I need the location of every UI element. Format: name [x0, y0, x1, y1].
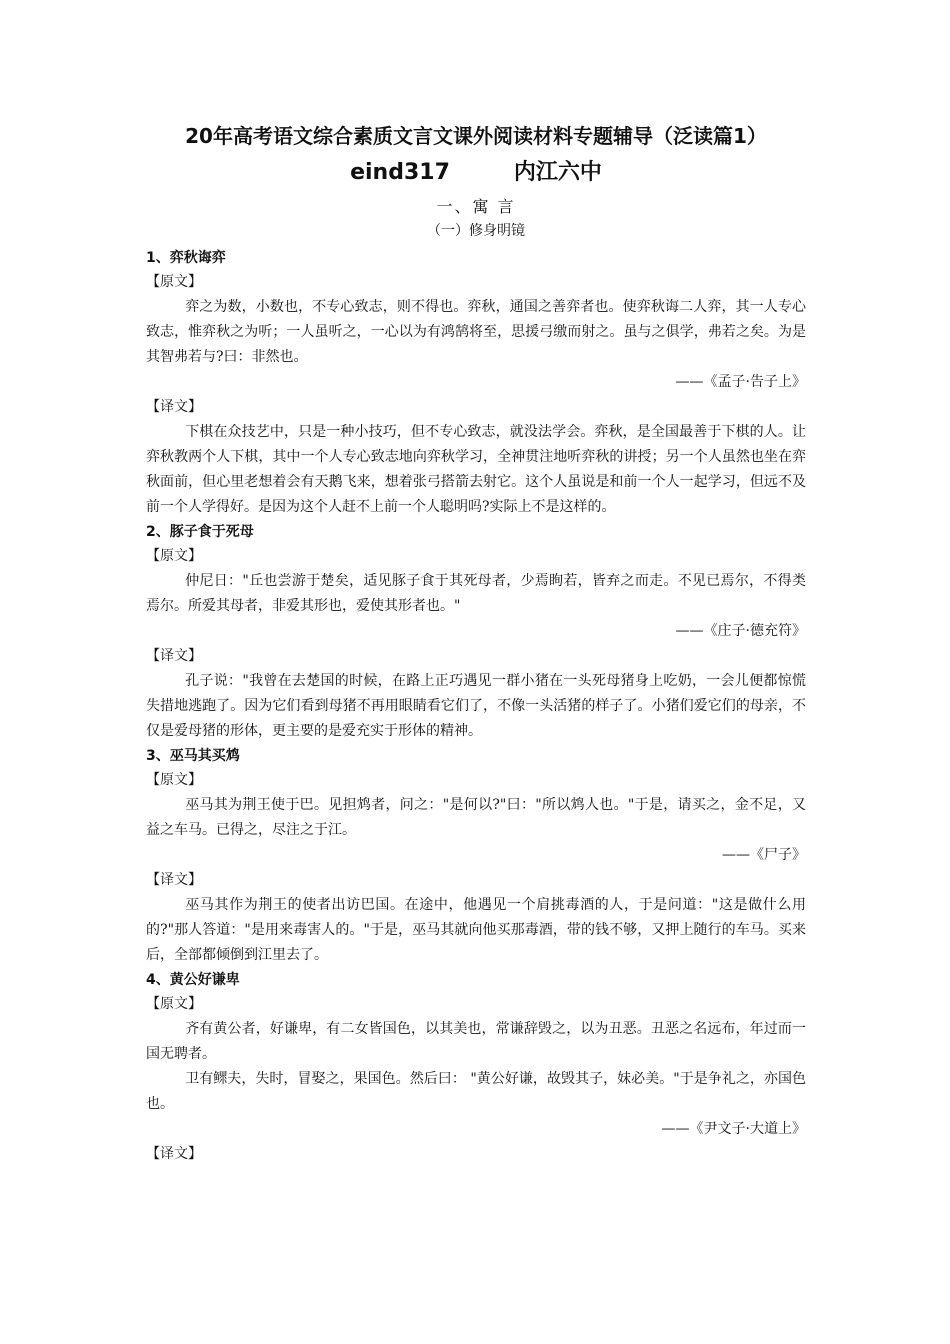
translation-paragraph: 下棋在众技艺中，只是一种小技巧，但不专心致志，就没法学会。弈秋，是全国最善于下棋的人。让弈秋教两个人下棋，其中一个人专心致志地向弈秋学习，全神贯注地听弈秋的讲授；另一个人虽然也坐在弈秋面前，但心里老想着会有天鹅飞来，想着张弓搭箭去射它。这个人虽说是和前一个人一起学习，但远不及前一个人学得好。是因为这个人赶不上前一个人聪明吗?实际上不是这样的。: [146, 424, 806, 515]
original-paragraph: 齐有黄公者，好谦卑，有二女皆国色，以其美也，常谦辞毁之，以为丑恶。丑恶之名远布，年过而一国无聘者。: [146, 1021, 806, 1062]
original-label: 【原文】: [146, 548, 202, 564]
subsection-heading: （一）修身明镜: [427, 223, 525, 239]
original-paragraph: 卫有鳏夫，失时，冒娶之，果国色。然后曰： "黄公好谦，故毁其子，妹必美。"于是争礼之，亦国色也。: [146, 1071, 806, 1112]
original-paragraph: 巫马其为荆王使于巴。见担鸩者，问之："是何以?"曰："所以鸩人也。"于是，请买之，金不足，又益之车马。已得之，尽注之于江。: [146, 797, 806, 838]
original-label: 【原文】: [146, 996, 202, 1012]
story-heading: 2、豚子食于死母: [146, 524, 254, 540]
document-title: 20年高考语文综合素质文言文课外阅读材料专题辅导（泛读篇1）: [185, 124, 767, 148]
original-label: 【原文】: [146, 772, 202, 788]
story-heading: 1、弈秋诲弈: [146, 250, 226, 266]
document-page: [146, 122, 806, 1167]
subtitle-code: eind317: [350, 160, 450, 185]
translation-label: 【译文】: [146, 1146, 202, 1162]
translation-paragraph: 巫马其作为荆王的使者出访巴国。在途中，他遇见一个肩挑毒酒的人，于是问道："这是做什么用的?"那人答道："是用来毒害人的。"于是，巫马其就向他买那毒酒，带的钱不够，又押上随行的车马。买来后，全部都倾倒到江里去了。: [146, 897, 806, 963]
translation-label: 【译文】: [146, 648, 202, 664]
original-paragraph: 弈之为数，小数也，不专心致志，则不得也。弈秋，通国之善弈者也。使弈秋诲二人弈，其一人专心致志，惟弈秋之为听；一人虽听之，一心以为有鸿鹄将至，思援弓缴而射之。虽与之俱学，弗若之矣。为是其智弗若与?曰：非然也。: [146, 299, 806, 365]
section-heading: 一、寓 言: [436, 197, 516, 216]
source-citation: ——《尸子》: [722, 847, 806, 863]
story-2: [146, 520, 806, 744]
story-heading: 4、黄公好谦卑: [146, 972, 240, 988]
source-citation: ——《孟子·告子上》: [675, 374, 806, 390]
original-label: 【原文】: [146, 274, 202, 290]
translation-paragraph: 孔子说："我曾在去楚国的时候，在路上正巧遇见一群小猪在一头死母猪身上吃奶，一会儿便都惊慌失措地逃跑了。因为它们看到母猪不再用眼睛看它们了，不像一头活猪的样子了。小猪们爱它们的母亲，不仅是爱母猪的形体，更主要的是爱充实于形体的精神。: [146, 673, 806, 739]
translation-label: 【译文】: [146, 399, 202, 415]
story-heading: 3、巫马其买鸩: [146, 748, 240, 764]
story-3: [146, 744, 806, 968]
translation-label: 【译文】: [146, 872, 202, 888]
story-1: [146, 246, 806, 520]
source-citation: ——《庄子·德充符》: [675, 623, 806, 639]
original-paragraph: 仲尼日："丘也尝游于楚矣，适见豚子食于其死母者，少焉眴若，皆弃之而走。不见已焉尔，不得类焉尔。所爱其母者，非爱其形也，爱使其形者也。": [146, 573, 806, 614]
story-4: [146, 968, 806, 1167]
document-subtitle: [146, 156, 806, 190]
source-citation: ——《尹文子·大道上》: [661, 1121, 806, 1137]
subtitle-school: 内江六中: [513, 160, 602, 185]
